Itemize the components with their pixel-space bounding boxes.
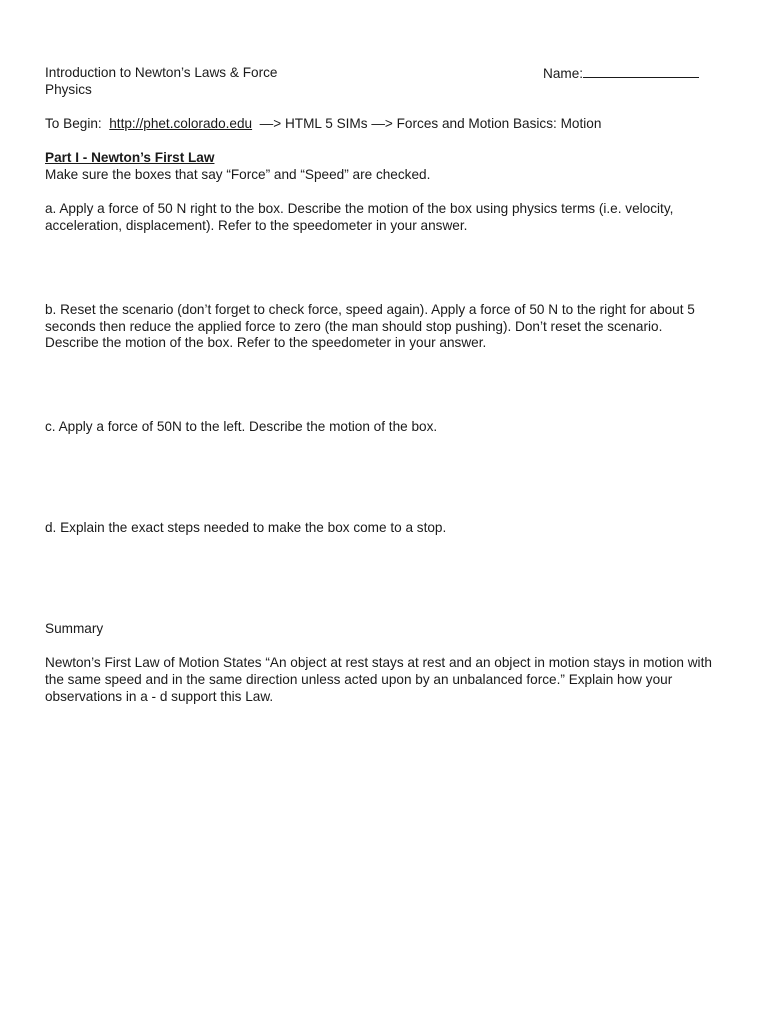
name-label: Name: (543, 66, 584, 81)
summary-text-line-2: the same speed and in the same direction unless acted upon by an unbalanced force.” Explain how your (45, 672, 673, 687)
summary-text-line-3: observations in a - d support this Law. (45, 689, 274, 704)
begin-prefix: To Begin: (45, 116, 102, 131)
summary-heading: Summary (45, 621, 104, 636)
name-field[interactable] (543, 64, 699, 82)
summary-text-line-1: Newton’s First Law of Motion States “An object at rest stays at rest and an object in motion stays in motion with (45, 655, 712, 670)
question-b-line-2: seconds then reduce the applied force to zero (the man should stop pushing). Don’t reset the scenario. (45, 319, 663, 334)
question-a-line-1: a. Apply a force of 50 N right to the box. Describe the motion of the box using physics terms (i.e. velocity, (45, 201, 674, 216)
worksheet-title: Introduction to Newton’s Laws & Force (45, 65, 278, 80)
subject-label: Physics (45, 82, 92, 97)
part1-heading: Part I - Newton’s First Law (45, 150, 215, 165)
begin-path: —> HTML 5 SIMs —> Forces and Motion Basics: Motion (259, 116, 602, 131)
question-c: c. Apply a force of 50N to the left. Describe the motion of the box. (45, 419, 438, 434)
question-b-line-1: b. Reset the scenario (don’t forget to check force, speed again). Apply a force of 50 N to the right for about 5 (45, 302, 695, 317)
phet-link[interactable]: http://phet.colorado.edu (109, 116, 253, 131)
question-b-line-3: Describe the motion of the box. Refer to the speedometer in your answer. (45, 335, 487, 350)
part1-intro: Make sure the boxes that say “Force” and “Speed” are checked. (45, 167, 431, 182)
question-d: d. Explain the exact steps needed to make the box come to a stop. (45, 520, 447, 535)
question-a-line-2: acceleration, displacement). Refer to the speedometer in your answer. (45, 218, 468, 233)
name-blank-line[interactable] (583, 64, 699, 78)
begin-instructions (45, 115, 601, 132)
